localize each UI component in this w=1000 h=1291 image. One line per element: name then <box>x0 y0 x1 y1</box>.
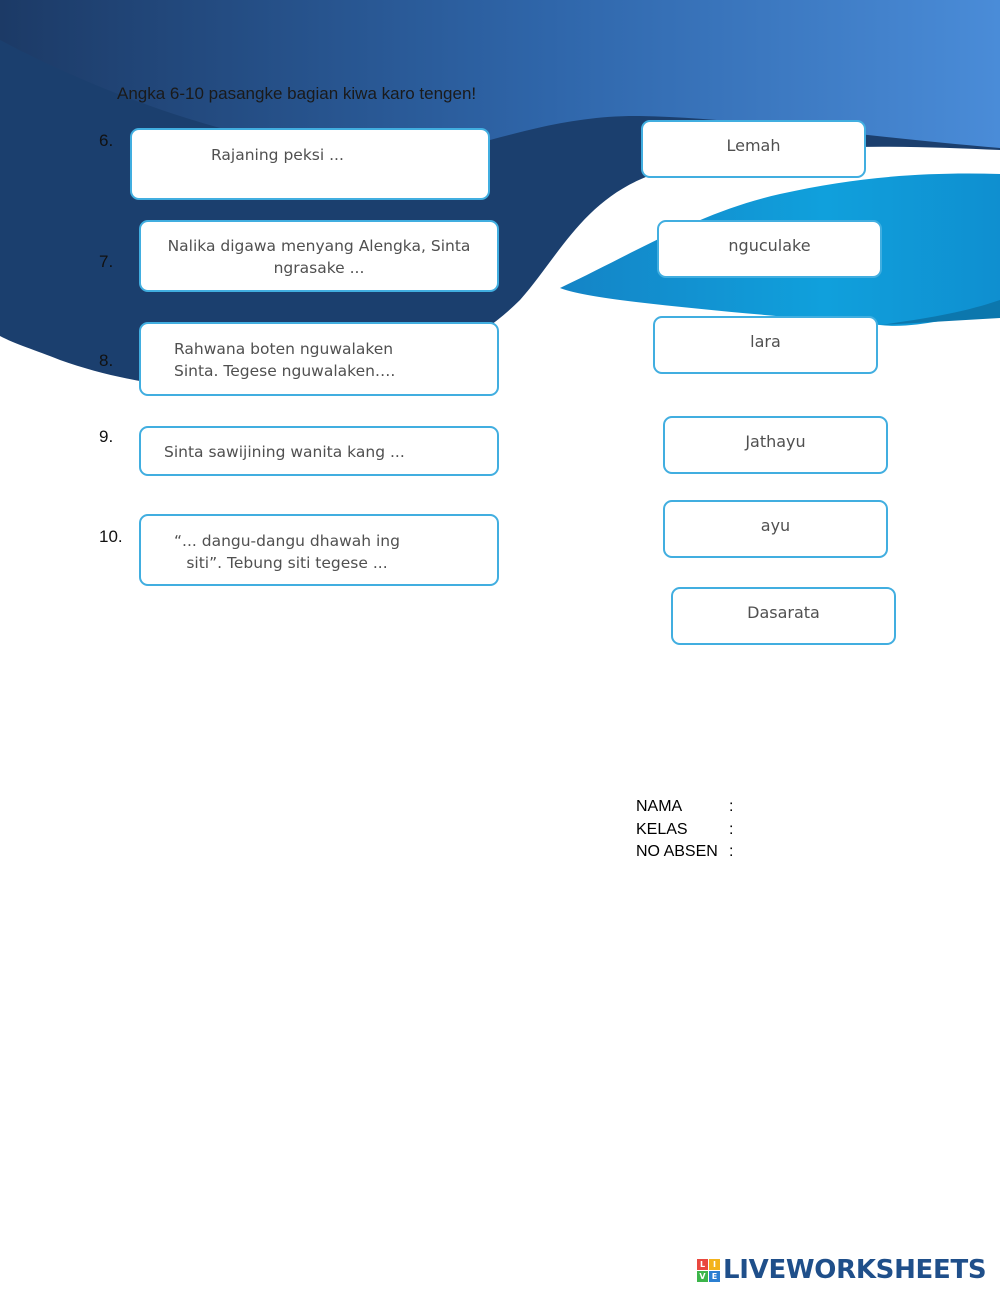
nama-label: NAMA <box>636 798 683 815</box>
question-number-8: 8. <box>99 351 114 370</box>
kelas-colon: : <box>729 820 734 838</box>
kelas-label: KELAS <box>636 820 688 838</box>
nama-colon: : <box>729 798 734 815</box>
question-box-10[interactable] <box>139 514 499 586</box>
question-box-8[interactable] <box>139 322 499 396</box>
logo-tile: L <box>697 1259 708 1270</box>
brand-name: LIVEWORKSHEETS <box>723 1255 987 1285</box>
question-text: “... dangu-dangu dhawah ing siti”. Tebung siti tegese ... <box>174 532 400 572</box>
answer-option-lemah[interactable]: Lemah <box>641 120 866 178</box>
absen-colon: : <box>729 843 734 860</box>
logo-tile: V <box>697 1271 708 1282</box>
question-number-7: 7. <box>99 252 114 271</box>
question-number-10: 10. <box>99 527 123 546</box>
liveworksheets-brand <box>697 1255 986 1285</box>
absen-row <box>636 841 734 864</box>
logo-tile: E <box>709 1271 720 1282</box>
question-number-6: 6. <box>99 131 114 150</box>
question-box-7[interactable] <box>139 220 499 292</box>
answer-option-ayu[interactable]: ayu <box>663 500 888 558</box>
answer-option-nguculake[interactable]: nguculake <box>657 220 882 278</box>
question-number-9: 9. <box>99 427 114 446</box>
question-text: Sinta sawijining wanita kang ... <box>164 443 405 461</box>
instruction-text: Angka 6-10 pasangke bagian kiwa karo tengen! <box>117 84 477 103</box>
nama-row <box>636 796 734 819</box>
logo-tile: I <box>709 1259 720 1270</box>
question-box-6[interactable] <box>130 128 490 200</box>
question-text: Rajaning peksi ... <box>211 146 344 164</box>
question-text: Rahwana boten nguwalaken Sinta. Tegese nguwalaken…. <box>174 340 396 380</box>
absen-label: NO ABSEN <box>636 843 718 860</box>
answer-option-dasarata[interactable]: Dasarata <box>671 587 896 645</box>
question-text: Nalika digawa menyang Alengka, Sinta ngrasake ... <box>167 237 471 277</box>
kelas-row <box>636 819 734 842</box>
answer-option-lara[interactable]: lara <box>653 316 878 374</box>
student-identity-block <box>636 796 734 864</box>
question-box-9[interactable] <box>139 426 499 476</box>
answer-option-jathayu[interactable]: Jathayu <box>663 416 888 474</box>
liveworksheets-logo-icon <box>697 1259 720 1282</box>
